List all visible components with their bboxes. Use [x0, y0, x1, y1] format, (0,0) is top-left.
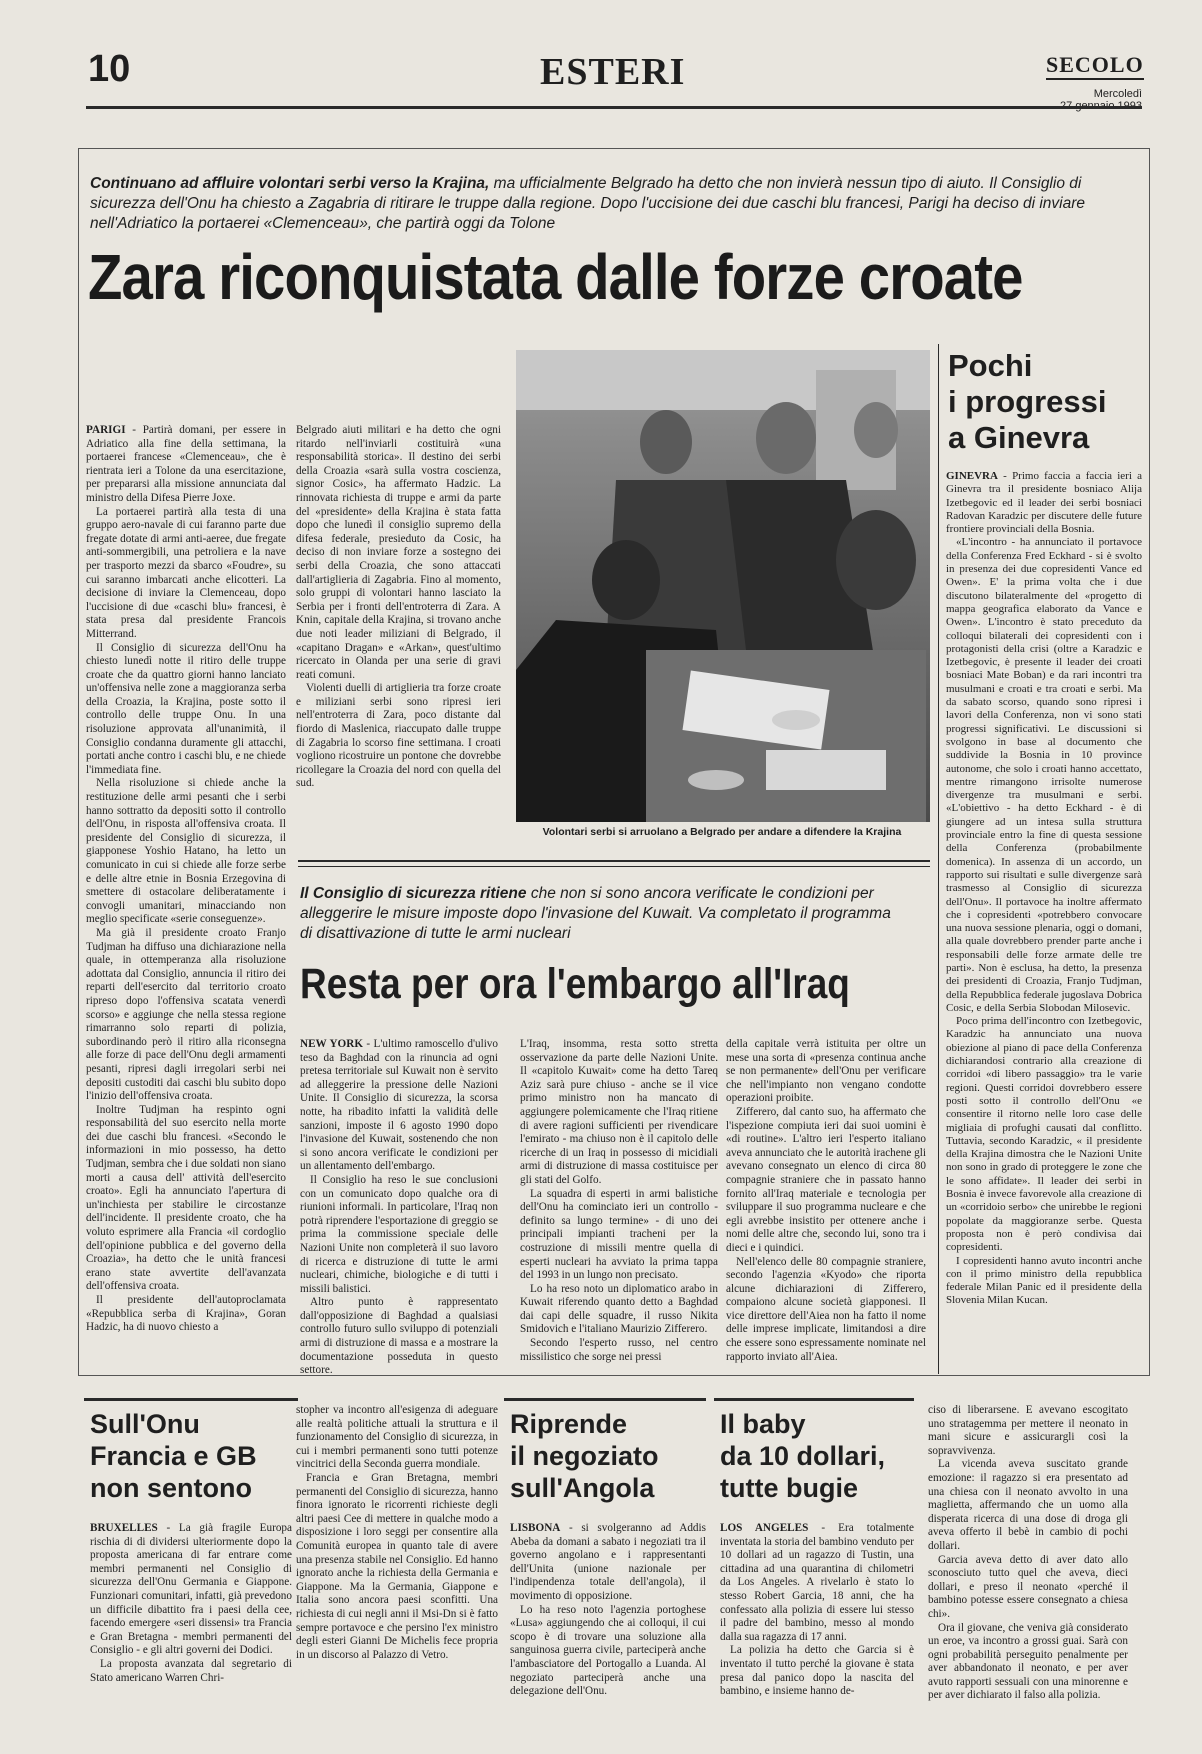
paragraph: Lo ha reso noto un diplomatico arabo in Kuwait riferendo quanto detto a Baghdad dai capi delle squadre, il russo Nikita Smidovich e l'italiano Maurizio Zifferero. — [520, 1282, 718, 1336]
header-rule — [86, 106, 1142, 109]
issue-day: Mercoledì — [1093, 88, 1142, 100]
page-number: 10 — [88, 48, 131, 90]
paragraph: La polizia ha detto che Garcia si è inventato il tutto perché la giovane è stata presa dal panico dopo la nascita del bambino, e insieme hanno de- — [720, 1644, 914, 1698]
baby-top-rule — [714, 1398, 914, 1401]
title-line: il negoziato — [510, 1441, 659, 1471]
iraq-article-col2 — [520, 1038, 718, 1370]
baby-title — [720, 1408, 885, 1504]
paragraph: Belgrado aiuti militari e ha detto che ogni ritardo nell'inviarli costituirà «una responsabilità storica». Il destino dei serbi della Croazia «sarà sulla vostra coscienza, signor Cosic», ha affermato Hadzic. La rinnovata richiesta di truppe e armi da parte del «presidente» della Krajina è stata fatta dopo che lunedì il consiglio supremo della difesa federale, presieduto da Cosic, ha deciso di non inviare forze a sostegno dei serbi della Croazia, che sono attaccati dall'artiglieria di Zagabria. Fino al momento, solo gruppi di volontari hanno lasciato la Serbia per i fronti dell'entroterra di Zara. A Knin, capitale della Krajina, si trovano anche due noti leader miliziani di Belgrado, il «capitano Dragan» e «Arkan», quest'ultimo ricercato in Olanda per una serie di gravi reati comuni. — [296, 424, 501, 681]
title-line: Il baby — [720, 1409, 806, 1439]
title-line: a Ginevra — [948, 420, 1090, 455]
dateline: PARIGI — [86, 424, 126, 436]
paragraph: Nell'elenco delle 80 compagnie straniere, secondo l'agenzia «Kyodo» che riporta alcune dichiarazioni di Zifferero, compaiono alcune società giapponesi. Il vice direttore dell'Aiea non ha fatto il nome delle imprese implicate, limitandosi a dire che essere sono espressamente nominate nel rapporto inviato all'Aiea. — [726, 1255, 926, 1363]
sidebar-rule — [938, 344, 939, 1374]
paragraph: Zifferero, dal canto suo, ha affermato che l'ispezione compiuta ieri dai suoi uomini è «di routine». L'altro ieri l'esperto italiano aveva annunciato che le autorità irachene gli avevano consegnato un elenco di circa 80 compagnie straniere che in passato hanno fornito all'Iraq materiale e tecnologia per sviluppare il suo programma nucleare e che egli avrebbe insistito per ottenere anche i nomi delle altre che, secondo lui, sono tra i dieci e i quindici. — [726, 1105, 926, 1254]
onu-top-rule — [84, 1398, 298, 1401]
paragraph: Inoltre Tudjman ha respinto ogni responsabilità del suo esercito nella morte dei due caschi blu francesi. «Secondo le informazioni in mio possesso, ha detto Tudjman, sembra che i due soldati non siano morti a causa dell' attività dell'esercito croato». Egli ha annunciato l'apertura di un'inchiesta per stabilire le circostanze dell'incidente. Il presidente croato, che ha voluto esprimere alla Francia «il cordoglio dell'opinione pubblica e del governo della Croazia», ha detto che le unità francesi erano state avvertite dell'avanzata dell'offensiva croata. — [86, 1103, 286, 1293]
title-line: sull'Angola — [510, 1473, 655, 1503]
title-line: Sull'Onu — [90, 1409, 200, 1439]
dateline: LOS ANGELES — [720, 1522, 809, 1534]
angola-top-rule — [504, 1398, 706, 1401]
onu-title — [90, 1408, 257, 1504]
paragraph — [300, 1038, 498, 1174]
photo-volunteers — [516, 350, 930, 822]
paragraph: Il presidente dell'autoproclamata «Repubblica serba di Krajina», Goran Hadzic, ha di nuovo chiesto a — [86, 1294, 286, 1334]
paragraph — [720, 1522, 914, 1644]
paragraph: Altro punto è rappresentato dall'opposizione di Baghdad a qualsiasi controllo futuro sullo sviluppo di potenziali armi di distruzione di massa e a mostrare la documentazione posseduta in questo settore. — [300, 1296, 498, 1377]
iraq-headline: Resta per ora l'embargo all'Iraq — [300, 960, 850, 1008]
paragraph — [510, 1522, 706, 1604]
paragraph: della capitale verrà istituita per oltre un mese una sorta di «presenza continua anche se non permanente» dell'Onu per verificare che nell'impianto non vengano condotte operazioni proibite. — [726, 1038, 926, 1105]
onu-article-col1 — [90, 1522, 292, 1740]
dateline: GINEVRA — [946, 470, 998, 482]
section-title: ESTERI — [540, 51, 686, 93]
paragraph: Francia e Gran Bretagna, membri permanenti del Consiglio di sicurezza, hanno finora ignorato le ricorrenti richieste degli altri paesi Cee di mettere in qualche modo a disposizione i loro seggi per consentire alla Comunità europea in quanto tale di avere una presenza stabile nel Consiglio. Ed hanno ignorato anche la richiesta della Germania e Giappone. Ma la Germania, Giappone e Italia sono ancora paesi sconfitti. Una richiesta di cui negli anni il Msi-Dn si è fatto sempre portavoce e che persino l'ex ministro degli esteri Gianni De Michelis fece propria in un discorso al Palazzo di Vetro. — [296, 1471, 498, 1661]
paragraph: Secondo l'esperto russo, nel centro missilistico che sorge nei pressi — [520, 1337, 718, 1363]
paragraph: L'Iraq, insomma, resta sotto stretta osservazione da parte delle Nazioni Unite. Il «capitolo Kuwait» come ha detto Tareq Aziz sarà pure chiuso - anche se il vice primo ministro non ha mancato di aggiungere polemicamente che l'Iraq ritiene di avere ragioni sufficienti per rivendicare l'emirato - ma chiuso non è il capitolo delle ricerche di un Iraq in possesso di micidiali armi di distruzione di massa costituisce per gli stati del Golfo. — [520, 1038, 718, 1186]
title-line: i progressi — [948, 384, 1107, 419]
main-headline: Zara riconquistata dalle forze croate — [88, 241, 1023, 313]
iraq-article-col1 — [300, 1038, 498, 1377]
main-article-col1 — [86, 424, 286, 1369]
sidebar-article — [946, 470, 1142, 1370]
paragraph-text: - Partirà domani, per essere in Adriatico alla fine della settimana, la portaerei francese «Clemenceau», che è rientrata ieri a Tolone da una esercitazione, per prepararsi alla missione annunciata dal ministro della Difesa Pierre Joxe. — [86, 424, 286, 504]
onu-article-col2 — [296, 1404, 498, 1740]
paragraph-text: - Primo faccia a faccia ieri a Ginevra tra il presidente bosniaco Alija Izetbegovic ed il leader dei serbi bosniaci Radovan Karadzic per discutere delle future frontiere provinciali della Bosnia. — [946, 470, 1142, 536]
paragraph-text: - Era totalmente inventata la storia del bambino venduto per 10 dollari ad un ragazzo di Tustin, una cittadina ad una quarantina di chilometri da Los Angeles. A rivelarlo è stato lo stesso Robert Garcia, 18 anni, che ha confessato alla polizia di essere lui stesso il padre del bambino, messo al mondo dalla sua ragazza di 17 anni. — [720, 1522, 914, 1643]
title-line: da 10 dollari, — [720, 1441, 886, 1471]
dateline: BRUXELLES — [90, 1522, 158, 1534]
paragraph — [86, 424, 286, 506]
paragraph: stopher va incontro all'esigenza di adeguare alle realtà politiche attuali la struttura e il funzionamento del Consiglio di sicurezza, in cui i membri permanenti sono tutti potenze vincitrici della Seconda guerra mondiale. — [296, 1404, 498, 1471]
paragraph: La portaerei partirà alla testa di una gruppo aero-navale di cui faranno parte due fregate dotate di armi anti-aeree, due fregate anti-sommergibili, una petroliera e la nave per trasporto mezzi da sbarco «Foudre», su cui saranno imbarcati anche elicotteri. La decisione di inviare la Clemenceau, dopo l'uccisione di due «caschi blu» francesi, è stata presa dal presidente Francois Mitterrand. — [86, 505, 286, 640]
iraq-article-col3 — [726, 1038, 926, 1370]
paragraph-text: - L'ultimo ramoscello d'ulivo teso da Baghdad con la rinuncia ad ogni pretesa territoriale sul Kuwait non è servito ad alleggerire la pressione delle Nazioni Unite. Il Consiglio di sicurezza, la scorsa notte, ha ribadito infatti la validità delle sanzioni, imposte il 6 agosto 1990 dopo l'invasione del Kuwait, sostenendo che non si sono ancora verificate le condizioni per un allentamento dell'embargo. — [300, 1038, 498, 1173]
paragraph: «L'incontro - ha annunciato il portavoce della Conferenza Fred Eckhard - si è svolto in presenza dei due copresidenti Vance ed Owen». E' la prima volta che i due discutono bilateralmente del «progetto di mappa geografica elaborato da Vance e Owen». L'incontro è stato preceduto da colloqui bilaterali dei copresidenti con i protagonisti della crisi (oltre a Karadzic e Izetbegovic, è presente il leader dei croati bosniaci Mate Boban) e da rari incontri tra musulmani e croati e tra croati e serbi. Ma da sabato scorso, quando sono ripresi i lavori della Conferenza, non vi sono stati progressi significativi. Le discussioni si svolgono in base al documento che suddivide la Bosnia in 10 province autonome, che solo i croati hanno accettato, mentre rimangono irrisolte numerose divergenze tra musulmani e serbi. «L'obiettivo - ha detto Eckhard - è di giungere ad un intesa sulla struttura provinciale entro la fine di questa sessione della Conferenza (probabilmente domenica). In assenza di un accordo, un rapporto sui risultati e sulle divergenze sarà trasmesso al Consiglio di sicurezza dell'Onu». Il portavoce ha inoltre affermato che i copresidenti «potrebbero convocare una nuova sessione plenaria, oggi o domani, alla quale dovrebbero prender parte anche i responsabili delle forze armate delle tre parti». Non è esclusa, ha detto, la presenza dei presidenti di Croazia, Franjo Tudjman, della Repubblica federale jugoslava Dobrica Cosic, e della Serbia Slobodan Milosevic. — [946, 536, 1142, 1014]
photo-caption: Volontari serbi si arruolano a Belgrado per andare a difendere la Krajina — [542, 826, 902, 838]
paragraph: La vicenda aveva suscitato grande emozione: il ragazzo si era presentato ad una chiesa con il neonato avvolto in una maglietta, affermando che un uomo alla disperata ricerca di una dose di droga gli aveva offerto il bebè in cambio di pochi dollari. — [928, 1458, 1128, 1552]
title-line: Pochi — [948, 348, 1033, 383]
main-kicker-text: ma ufficialmente Belgrado ha detto che non invierà nessun tipo di aiuto. Il Consiglio di sicurezza dell'Onu ha chiesto a Zagabria di ritirare le truppe dalla regione. Dopo l'uccisione dei due caschi blu francesi, Parigi ha deciso di inviare nell'Adriatico la portaerei «Clemenceau», che partirà oggi da Tolone — [90, 175, 1086, 232]
dateline: LISBONA — [510, 1522, 561, 1534]
paragraph: ciso di liberarsene. E avevano escogitato uno stratagemma per mettere il neonato in mani sicure e assicurargli così la sopravvivenza. — [928, 1404, 1128, 1457]
iraq-kicker-bold: Il Consiglio di sicurezza ritiene — [300, 885, 527, 902]
title-line: non sentono — [90, 1473, 252, 1503]
baby-article-col1 — [720, 1522, 914, 1740]
newspaper-logo: SECOLO — [1046, 52, 1144, 80]
paragraph — [90, 1522, 292, 1658]
paragraph: Violenti duelli di artiglieria tra forze croate e miliziani serbi sono ripresi ieri nell'entroterra di Zara, poco distante dal fiordo di Maslenica, riaccupato dalle truppe di Zagabria lo scorso fine settimana. I croati vogliono ricostruire un pontone che dovrebbe ricollegare la Croazia del nord con quella del sud. — [296, 682, 501, 790]
main-kicker-bold: Continuano ad affluire volontari serbi verso la Krajina, — [90, 175, 490, 192]
title-line: tutte bugie — [720, 1473, 858, 1503]
paragraph: Il Consiglio di sicurezza dell'Onu ha chiesto lunedì notte il ritiro delle truppe croate che da quattro giorni hanno lanciato un'offensiva nelle zone a maggioranza serba della Croazia, la Krajina, poste sotto il controllo delle truppe Onu. In una risoluzione approvata all'unanimità, il Consiglio condanna duramente gli attacchi, portati anche contro i caschi blu, e ne chiede l'immediata fine. — [86, 641, 286, 776]
paragraph: I copresidenti hanno avuto incontri anche con il primo ministro della repubblica federale Milan Panic ed il presidente della Slovenia Milan Kucan. — [946, 1254, 1142, 1307]
main-kicker — [90, 174, 1130, 234]
angola-article — [510, 1522, 706, 1740]
iraq-kicker — [300, 884, 900, 944]
dateline: NEW YORK — [300, 1038, 364, 1050]
paragraph: Ora il giovane, che veniva già considerato un eroe, va incontro a grossi guai. Sarà con ogni probabilità perseguito penalmente per aver abbandonato il neonato, e per aver avuto rapporti sessuali con una minorenne e per aver dichiarato il falso alla polizia. — [928, 1621, 1128, 1702]
paragraph: Garcia aveva detto di aver dato allo sconosciuto tutto quel che aveva, dieci dollari, e preso il neonato «perché il bambino potesse essere consegnato a chiesa chi». — [928, 1553, 1128, 1620]
title-line: Francia e GB — [90, 1441, 257, 1471]
angola-title — [510, 1408, 659, 1504]
paragraph: Lo ha reso noto l'agenzia portoghese «Lusa» aggiungendo che ai colloqui, il cui scopo è di trovare una soluzione alla sanguinosa guerra civile, parteciperà anche l'ambasciatore del Portogallo a Luanda. Al negoziato parteciperà anche una delegazione dell'Onu. — [510, 1603, 706, 1698]
paragraph: La squadra di esperti in armi balistiche dell'Onu ha cominciato ieri un controllo - definito sa lungo termine» - di uno dei principali impianti tracheni per la costruzione di missili mentre quella di esperti nucleari ha avviato la prima tappa del 1993 in un lungo non precisato. — [520, 1187, 718, 1282]
paragraph: Ma già il presidente croato Franjo Tudjman ha diffuso una dichiarazione nella quale, in ottemperanza alla risoluzione adottata dal Consiglio, annuncia il ritiro dei reparti dell'esercito dal territorio croato ripreso dopo l'offensiva scatata venerdì scorso» e aggiunge che nella stessa regione rimarranno solo reparti di polizia, subordinando però il ritiro alla riconsegna alle forze di pace dell'Onu degli armamenti pesanti, ripresi dagli irregolari serbi nei depositi custoditi dai caschi blu subito dopo l'inizio dell'offensiva croata. — [86, 926, 286, 1103]
main-article-col2 — [296, 424, 501, 839]
paragraph-text: - La già fragile Europa rischia di di dividersi ulteriormente dopo la proposta americana di far entrare come membri permanenti nel Consiglio di sicurezza dell'Onu Germania e Giappone. Funzionari comunitari, infatti, già prevedono un difficile dibattito fra i paesi della cee, facendo emergere «seri dissensi» tra Francia e Gran Bretagna - membri permanenti del Consiglio - e gli altri governi dei Dodici. — [90, 1522, 292, 1657]
sidebar-title — [948, 348, 1107, 456]
paragraph: La proposta avanzata dal segretario di Stato americano Warren Chri- — [90, 1657, 292, 1684]
iraq-top-rule-thin — [298, 866, 930, 867]
iraq-top-rule — [298, 860, 930, 862]
news-photo — [516, 350, 930, 822]
paragraph — [946, 470, 1142, 536]
paragraph: Nella risoluzione si chiede anche la restituzione delle armi pesanti che i serbi hanno sottratto da depositi sotto il controllo dell'Onu, in risposta all'offensiva croata. Il presidente del Consiglio di sicurezza, il giapponese Yoshio Hatano, ha letto un comunicato in cui si chiede alle forze serbe e delle altre etnie in Bosnia Erzegovina di smettere di ostacolare deliberatamente i convogli umanitari, minacciando non meglio specificate «serie conseguenze». — [86, 777, 286, 926]
paragraph: Il Consiglio ha reso le sue conclusioni con un comunicato dopo qualche ora di riunioni informali. In particolare, l'Iraq non potrà riprendere l'esportazione di greggio se prima la commissione speciale delle Nazioni Unite non completerà il suo lavoro di ricerca e distruzione di tutte le armi nucleari, chimiche, biologiche e di tutti i missili balistici. — [300, 1173, 498, 1295]
title-line: Riprende — [510, 1409, 628, 1439]
paragraph-text: - si svolgeranno ad Addis Abeba da domani a sabato i negoziati tra il governo angolano e i rappresentanti dell'Unita (unione nazionale per l'indipendenza totale dell'angola), il movimento di opposizione. — [510, 1522, 706, 1602]
iraq-kicker-text: che non si sono ancora verificate le condizioni per alleggerire le misure imposte dopo l'invasione del Kuwait. Va completato il programma di disattivazione di tutte le armi nucleari — [300, 885, 891, 942]
baby-article-col2 — [928, 1404, 1128, 1740]
paragraph: Poco prima dell'incontro con Izetbegovic, Karadzic ha annunciato una nuova obiezione al piano di pace della Conferenza dichiarandosi contrario alla creazione di corridoi «di libero passaggio» tra le varie regioni. Questi corridoi dovrebbero essere posti sotto il controllo dell'Onu «e consentire il ritorno nelle loro case delle migliaia di profughi causati dal conflitto. Tuttavia, secondo Karadzic, « il presidente della Krajina dimostra che le Nazioni Unite non sono in grado di proteggere le zone che le sono affidate». Il leader dei serbi in Bosnia è invece favorevole alla creazione di un «corridoio serbo» che unirebbe le regioni popolate da maggioranze serbe. Questa proposta non è però condivisa dai copresidenti. — [946, 1015, 1142, 1254]
